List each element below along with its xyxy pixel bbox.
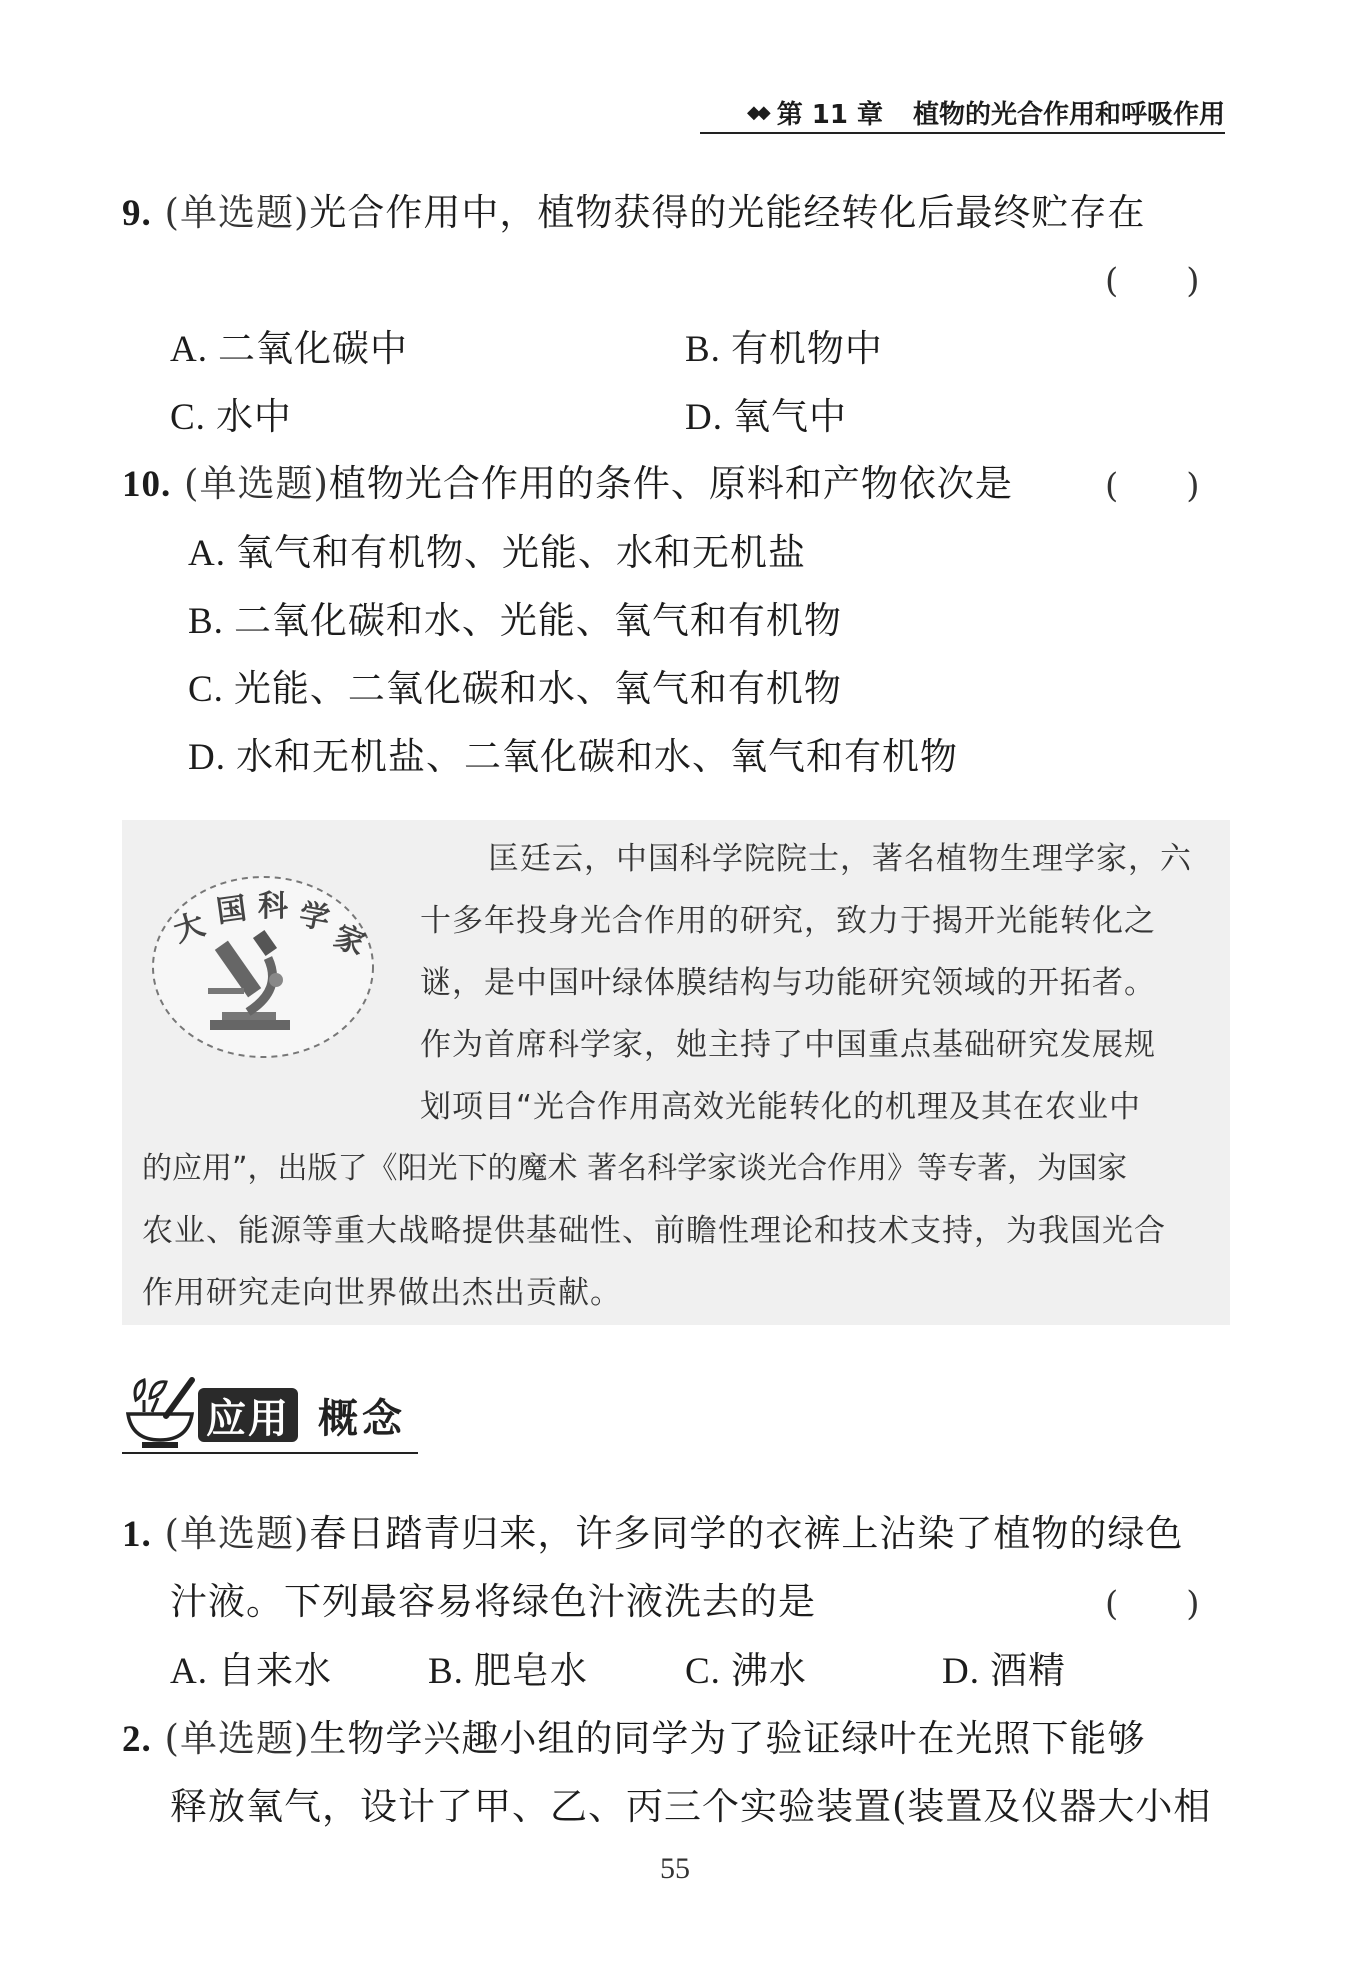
option-c [685,1640,807,1694]
question-type: (单选题) [184,462,329,505]
option-b [188,590,842,644]
option-text: 氧气中 [732,395,847,438]
option-d [685,386,847,440]
question-number: 2. [122,1719,152,1760]
option-a [188,522,806,576]
option-letter: C. [170,397,206,438]
option-c [170,386,292,440]
option-letter: B. [685,329,721,370]
option-b [685,318,883,372]
question-9-stem [122,182,1145,236]
option-letter: C. [685,1651,721,1692]
section-label-concept: 概念 [318,1395,406,1442]
answer-blank: ( ) [1105,466,1200,506]
option-text: 氧气和有机物、光能、水和无机盐 [235,531,806,574]
option-text: 水中 [215,395,292,438]
mortar-pestle-icon [122,1370,197,1450]
scientist-text-line: 作为首席科学家，她主持了中国重点基础研究发展规 [420,1027,1156,1063]
question-text: 春日踏青归来，许多同学的衣裤上沾染了植物的绿色 [309,1512,1184,1555]
section-underline [122,1452,418,1454]
scientist-text-line: 十多年投身光合作用的研究，致力于揭开光能转化之 [420,903,1156,939]
section-label-apply: 应用 [198,1388,298,1442]
answer-blank: ( ) [1105,1584,1200,1624]
option-text: 二氧化碳和水、光能、氧气和有机物 [233,599,842,642]
great-scientist-badge [148,870,378,1069]
question-1-stem [122,1503,1183,1557]
answer-blank: ( ) [1105,261,1200,301]
option-a [170,318,408,372]
question-2-stem [122,1708,1145,1762]
option-b [428,1640,588,1694]
badge-char: 家 [329,918,370,963]
question-1-stem-continued: 汁液。下列最容易将绿色汁液洗去的是 [170,1580,816,1623]
option-letter: B. [428,1651,464,1692]
chapter-title: 植物的光合作用和呼吸作用 [912,99,1225,130]
option-letter: C. [188,669,224,710]
question-text: 生物学兴趣小组的同学为了验证绿叶在光照下能够 [309,1717,1146,1760]
option-d [188,726,958,780]
scientist-text-line: 谜，是中国叶绿体膜结构与功能研究领域的开拓者。 [420,965,1156,1001]
badge-char: 学 [296,897,333,938]
scientist-text-line: 农业、能源等重大战略提供基础性、前瞻性理论和技术支持，为我国光合 [142,1213,1166,1249]
option-letter: D. [942,1651,980,1692]
badge-char: 科 [258,889,288,924]
option-letter: B. [188,601,224,642]
option-text: 自来水 [217,1649,332,1692]
badge-char: 国 [214,891,249,930]
option-text: 有机物中 [730,327,883,370]
chapter-number: 第 11 章 [776,99,883,130]
question-type: (单选题) [164,1717,310,1760]
option-text: 二氧化碳中 [217,327,408,370]
running-header [700,92,1225,134]
double-diamond-icon: ◆◆ [747,101,767,123]
section-title [122,1370,197,1450]
option-text: 酒精 [989,1649,1066,1692]
scientist-text-line: 划项目“光合作用高效光能转化的机理及其在农业中 [420,1089,1142,1125]
question-number: 9. [122,193,152,234]
option-text: 沸水 [730,1649,807,1692]
scientist-text-line: 的应用”，出版了《阳光下的魔术 著名科学家谈光合作用》等专著，为国家 [142,1151,1128,1186]
option-text: 肥皂水 [473,1649,588,1692]
question-text: 光合作用中，植物获得的光能经转化后最终贮存在 [309,191,1146,234]
option-letter: A. [170,329,208,370]
question-type: (单选题) [164,191,310,234]
option-d [942,1640,1066,1694]
question-text: 植物光合作用的条件、原料和产物依次是 [328,462,1013,505]
option-letter: D. [685,397,723,438]
scientist-text-line: 匡廷云，中国科学院院士，著名植物生理学家，六 [488,841,1192,877]
option-letter: A. [170,1651,208,1692]
option-letter: D. [188,737,226,778]
scientist-text-line: 作用研究走向世界做出杰出贡献。 [142,1275,622,1311]
question-number: 10. [122,464,172,505]
question-number: 1. [122,1514,152,1555]
option-text: 水和无机盐、二氧化碳和水、氧气和有机物 [235,735,958,778]
question-2-stem-continued: 释放氧气，设计了甲、乙、丙三个实验装置(装置及仪器大小相 [170,1785,1212,1828]
question-type: (单选题) [164,1512,310,1555]
page-number: 55 [660,1852,690,1885]
option-letter: A. [188,533,226,574]
option-c [188,658,842,712]
badge-char: 大 [169,907,210,950]
option-a [170,1640,332,1694]
option-text: 光能、二氧化碳和水、氧气和有机物 [233,667,842,710]
question-10-stem [122,453,1013,507]
microscope-icon [148,870,378,1065]
